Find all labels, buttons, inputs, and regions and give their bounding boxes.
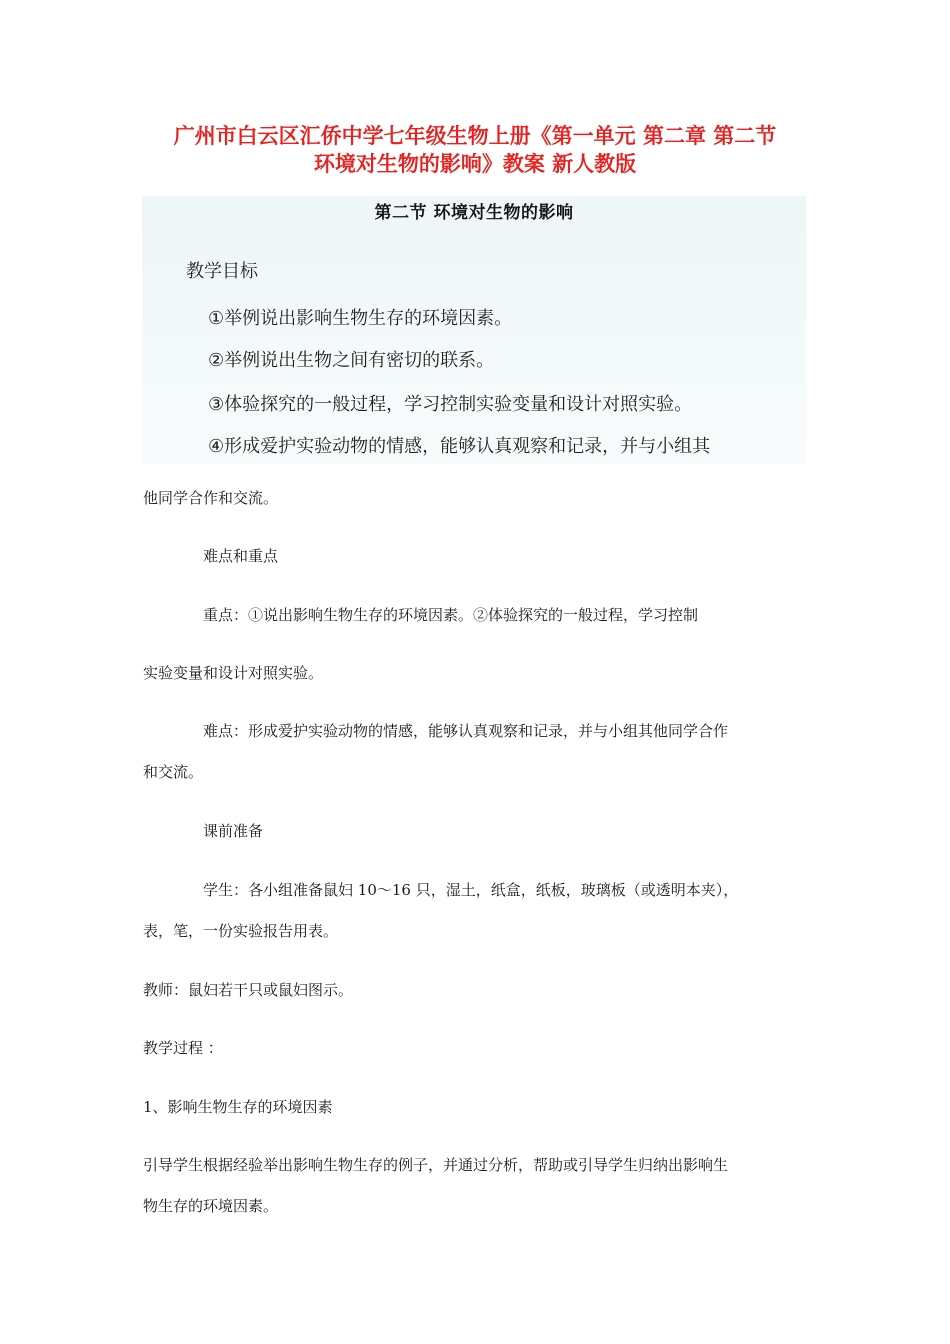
paragraph-line: 教师：鼠妇若干只或鼠妇图示。 [143,981,354,999]
paragraph-line: 难点：形成爱护实验动物的情感，能够认真观察和记录，并与小组其他同学合作 [203,722,729,740]
section-heading-process: 教学过程 ： [143,1039,223,1057]
objective-item: ③体验探究的一般过程，学习控制实验变量和设计对照实验。 [208,394,693,415]
document-title-line-1: 广州市白云区汇侨中学七年级生物上册《第一单元 第二章 第二节 [173,124,777,148]
paragraph-line: 重点：①说出影响生物生存的环境因素。②体验探究的一般过程，学习控制 [203,606,699,624]
paragraph-line: 实验变量和设计对照实验。 [143,664,324,682]
paragraph-line: 他同学合作和交流。 [143,489,279,507]
paragraph-line: 引导学生根据经验举出影响生物生存的例子，并通过分析，帮助或引导学生归纳出影响生 [143,1156,729,1174]
objective-item: ①举例说出影响生物生存的环境因素。 [208,308,513,329]
paragraph-line: 表，笔，一份实验报告用表。 [143,922,339,940]
section-heading-difficulties: 难点和重点 [203,547,279,565]
objective-item: ④形成爱护实验动物的情感，能够认真观察和记录，并与小组其 [208,436,711,457]
embedded-objectives-image [142,196,806,464]
document-title-line-2: 环境对生物的影响》教案 新人教版 [313,152,637,176]
paragraph-line: 物生存的环境因素。 [143,1197,279,1215]
section-title: 第二节 环境对生物的影响 [374,203,574,223]
paragraph-line: 学生：各小组准备鼠妇 10～16 只，湿土，纸盒，纸板，玻璃板（或透明本夹）， [203,881,739,899]
subsection-heading: 1、影响生物生存的环境因素 [143,1098,333,1116]
section-heading-preparation: 课前准备 [203,822,264,840]
paragraph-line: 和交流。 [143,763,204,781]
objectives-heading: 教学目标 [186,261,258,282]
objective-item: ②举例说出生物之间有密切的联系。 [208,350,495,371]
